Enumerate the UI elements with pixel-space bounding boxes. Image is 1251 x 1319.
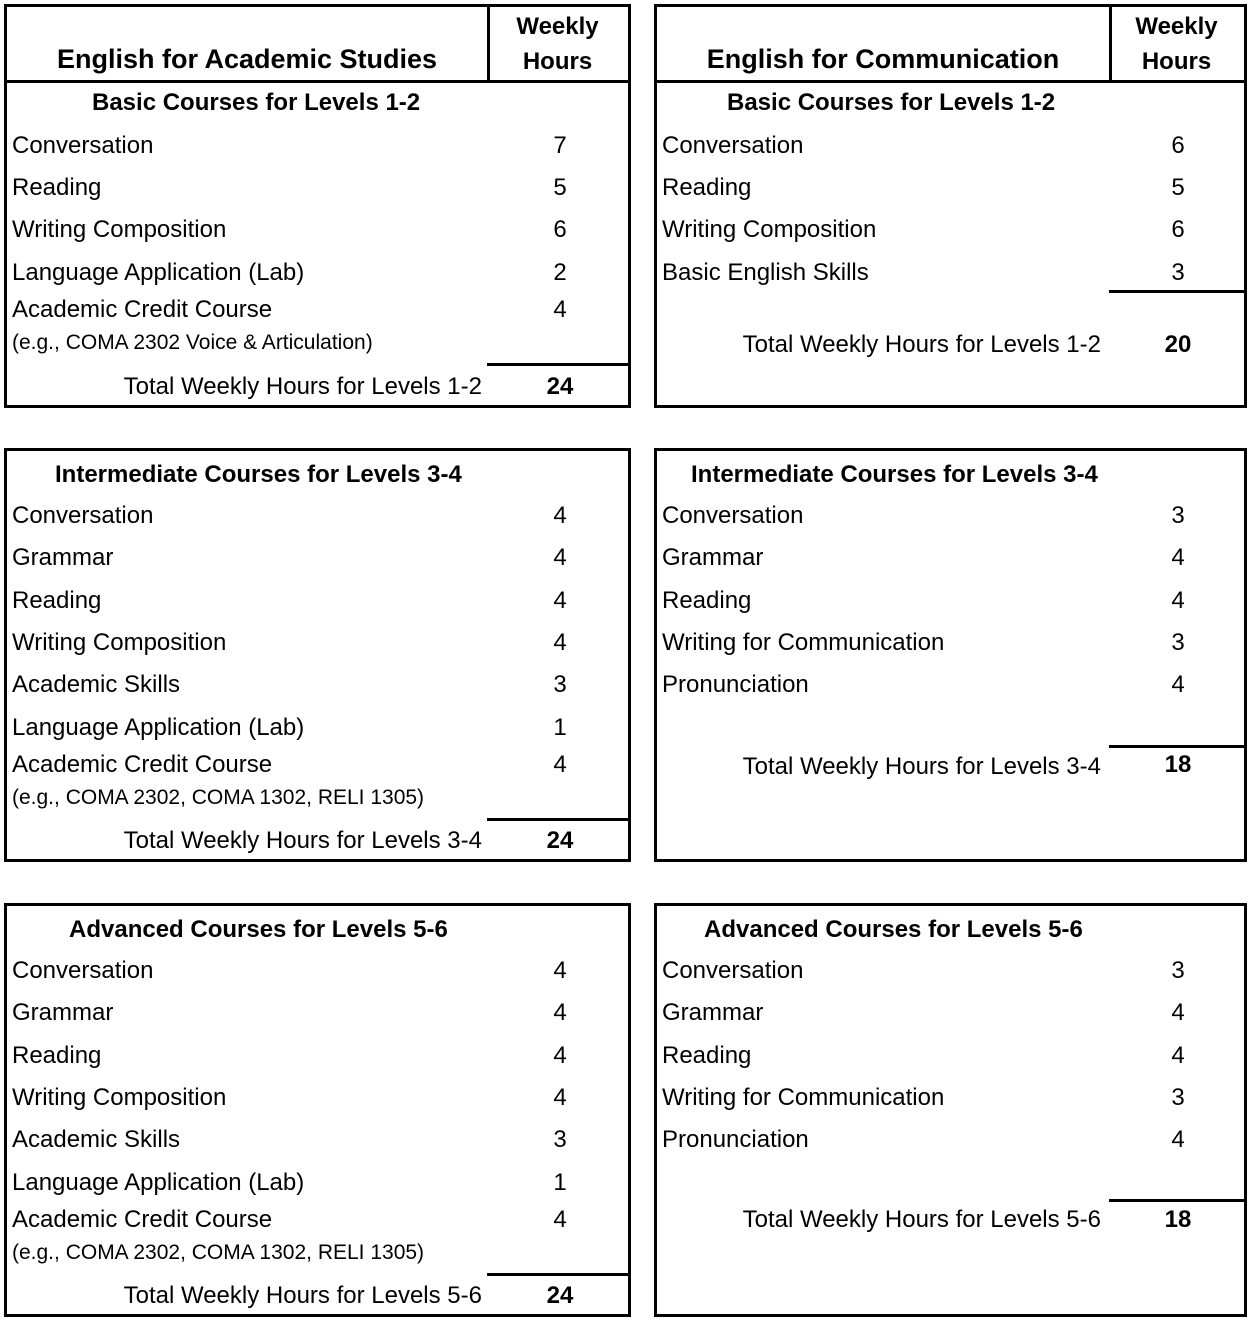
course-row xyxy=(657,499,1244,533)
section-heading: Advanced Courses for Levels 5-6 xyxy=(704,916,1083,943)
course-name: Writing Composition xyxy=(12,629,227,656)
course-row xyxy=(657,171,1244,205)
course-name: Writing Composition xyxy=(12,216,227,243)
course-row xyxy=(7,748,628,782)
course-name: Conversation xyxy=(662,132,804,159)
academic-advanced-panel xyxy=(4,903,631,1317)
course-row xyxy=(7,1039,628,1073)
course-row xyxy=(657,256,1244,290)
communication-basic-panel xyxy=(654,4,1247,408)
course-name: Reading xyxy=(12,1042,102,1069)
total-rule xyxy=(1109,745,1244,748)
course-name: Conversation xyxy=(12,502,154,529)
course-name: Reading xyxy=(12,587,102,614)
course-hours: 3 xyxy=(553,1126,567,1153)
course-row xyxy=(7,711,628,745)
course-row xyxy=(657,954,1244,988)
academic-intermediate-panel xyxy=(4,448,631,862)
course-hours: 3 xyxy=(1171,957,1185,984)
course-hours: 6 xyxy=(1171,132,1185,159)
course-hours: 1 xyxy=(553,1169,567,1196)
course-name: Language Application (Lab) xyxy=(12,714,305,741)
course-hours: 4 xyxy=(1171,544,1185,571)
course-hours: 4 xyxy=(1171,587,1185,614)
course-name: Writing Composition xyxy=(662,216,877,243)
course-row xyxy=(657,129,1244,163)
course-name: Reading xyxy=(12,174,102,201)
course-hours: 4 xyxy=(553,587,567,614)
course-hours: 3 xyxy=(1171,259,1185,286)
weekly-label: Weekly xyxy=(1135,13,1218,40)
course-note: (e.g., COMA 2302, COMA 1302, RELI 1305) xyxy=(12,786,425,809)
course-name: Academic Credit Course xyxy=(12,751,273,778)
course-name: Conversation xyxy=(662,957,804,984)
course-hours: 4 xyxy=(553,502,567,529)
course-row xyxy=(7,541,628,575)
communication-header xyxy=(657,7,1244,83)
course-hours: 4 xyxy=(553,1206,567,1233)
total-rule xyxy=(487,363,628,366)
course-row xyxy=(7,293,628,327)
course-row xyxy=(657,1081,1244,1115)
communication-advanced-panel xyxy=(654,903,1247,1317)
course-name: Grammar xyxy=(12,544,114,571)
course-name: Grammar xyxy=(662,544,764,571)
course-hours: 3 xyxy=(1171,502,1185,529)
section-heading: Intermediate Courses for Levels 3-4 xyxy=(691,461,1098,488)
course-row xyxy=(657,541,1244,575)
course-row xyxy=(7,499,628,533)
course-hours: 4 xyxy=(553,296,567,323)
course-name: Writing Composition xyxy=(12,1084,227,1111)
total-value: 18 xyxy=(1164,1206,1192,1233)
course-row xyxy=(7,256,628,290)
course-hours: 4 xyxy=(553,751,567,778)
section-heading: Basic Courses for Levels 1-2 xyxy=(92,89,421,116)
course-hours: 4 xyxy=(553,544,567,571)
course-hours: 4 xyxy=(553,1042,567,1069)
course-note: (e.g., COMA 2302, COMA 1302, RELI 1305) xyxy=(12,1241,425,1264)
course-hours: 4 xyxy=(553,999,567,1026)
course-hours: 2 xyxy=(553,259,567,286)
total-value: 18 xyxy=(1164,751,1192,778)
course-name: Conversation xyxy=(12,957,154,984)
total-rule xyxy=(1109,290,1244,293)
course-hours: 7 xyxy=(553,132,567,159)
course-hours: 4 xyxy=(553,629,567,656)
total-value: 24 xyxy=(546,1282,574,1309)
course-row xyxy=(7,1166,628,1200)
course-hours: 4 xyxy=(1171,1126,1185,1153)
total-value: 24 xyxy=(546,827,574,854)
section-heading: Intermediate Courses for Levels 3-4 xyxy=(55,461,462,488)
course-row xyxy=(657,1039,1244,1073)
section-heading: Advanced Courses for Levels 5-6 xyxy=(69,916,448,943)
course-name: Conversation xyxy=(12,132,154,159)
total-label: Total Weekly Hours for Levels 1-2 xyxy=(123,373,482,400)
course-row xyxy=(7,584,628,618)
course-name: Basic English Skills xyxy=(662,259,869,286)
course-name: Pronunciation xyxy=(662,1126,809,1153)
course-hours: 4 xyxy=(1171,1042,1185,1069)
course-row xyxy=(7,626,628,660)
hours-label: Hours xyxy=(522,48,593,75)
total-rule xyxy=(487,818,628,821)
course-name: Academic Credit Course xyxy=(12,1206,273,1233)
course-row xyxy=(7,171,628,205)
program-title: English for Academic Studies xyxy=(56,44,438,74)
course-name: Language Application (Lab) xyxy=(12,259,305,286)
course-row xyxy=(657,996,1244,1030)
course-row xyxy=(657,584,1244,618)
course-name: Writing for Communication xyxy=(662,629,945,656)
course-hours: 3 xyxy=(553,671,567,698)
academic-basic-panel xyxy=(4,4,631,408)
course-row xyxy=(7,1123,628,1157)
course-hours: 6 xyxy=(1171,216,1185,243)
total-value: 24 xyxy=(546,373,574,400)
total-label: Total Weekly Hours for Levels 5-6 xyxy=(123,1282,482,1309)
total-label: Total Weekly Hours for Levels 3-4 xyxy=(123,827,482,854)
course-hours: 3 xyxy=(1171,629,1185,656)
hours-label: Hours xyxy=(1141,48,1212,75)
course-hours: 4 xyxy=(1171,999,1185,1026)
communication-intermediate-panel xyxy=(654,448,1247,862)
section-heading: Basic Courses for Levels 1-2 xyxy=(727,89,1056,116)
course-row xyxy=(657,1123,1244,1157)
course-name: Grammar xyxy=(662,999,764,1026)
program-title: English for Communication xyxy=(706,44,1060,74)
course-name: Language Application (Lab) xyxy=(12,1169,305,1196)
weekly-hours-header xyxy=(487,9,628,79)
weekly-label: Weekly xyxy=(516,13,599,40)
course-name: Reading xyxy=(662,1042,752,1069)
course-name: Academic Credit Course xyxy=(12,296,273,323)
course-name: Academic Skills xyxy=(12,671,181,698)
course-row xyxy=(657,213,1244,247)
course-hours: 5 xyxy=(553,174,567,201)
course-row xyxy=(7,129,628,163)
course-row xyxy=(7,1203,628,1237)
academic-header xyxy=(7,7,628,83)
course-name: Grammar xyxy=(12,999,114,1026)
course-row xyxy=(7,213,628,247)
course-hours: 1 xyxy=(553,714,567,741)
weekly-hours-header xyxy=(1109,9,1244,79)
course-row xyxy=(657,668,1244,702)
course-row xyxy=(7,1081,628,1115)
course-hours: 5 xyxy=(1171,174,1185,201)
course-row xyxy=(7,954,628,988)
total-label: Total Weekly Hours for Levels 3-4 xyxy=(742,753,1101,780)
course-row xyxy=(7,996,628,1030)
total-label: Total Weekly Hours for Levels 5-6 xyxy=(742,1206,1101,1233)
total-rule xyxy=(1109,1199,1244,1202)
course-name: Academic Skills xyxy=(12,1126,181,1153)
course-name: Conversation xyxy=(662,502,804,529)
course-note: (e.g., COMA 2302 Voice & Articulation) xyxy=(12,331,373,354)
course-name: Pronunciation xyxy=(662,671,809,698)
course-row xyxy=(7,668,628,702)
course-hours: 4 xyxy=(553,957,567,984)
course-hours: 3 xyxy=(1171,1084,1185,1111)
course-hours: 6 xyxy=(553,216,567,243)
course-name: Reading xyxy=(662,174,752,201)
total-value: 20 xyxy=(1164,331,1192,358)
course-hours: 4 xyxy=(553,1084,567,1111)
course-name: Reading xyxy=(662,587,752,614)
course-hours: 4 xyxy=(1171,671,1185,698)
total-label: Total Weekly Hours for Levels 1-2 xyxy=(742,331,1101,358)
course-name: Writing for Communication xyxy=(662,1084,945,1111)
total-rule xyxy=(487,1273,628,1276)
course-row xyxy=(657,626,1244,660)
